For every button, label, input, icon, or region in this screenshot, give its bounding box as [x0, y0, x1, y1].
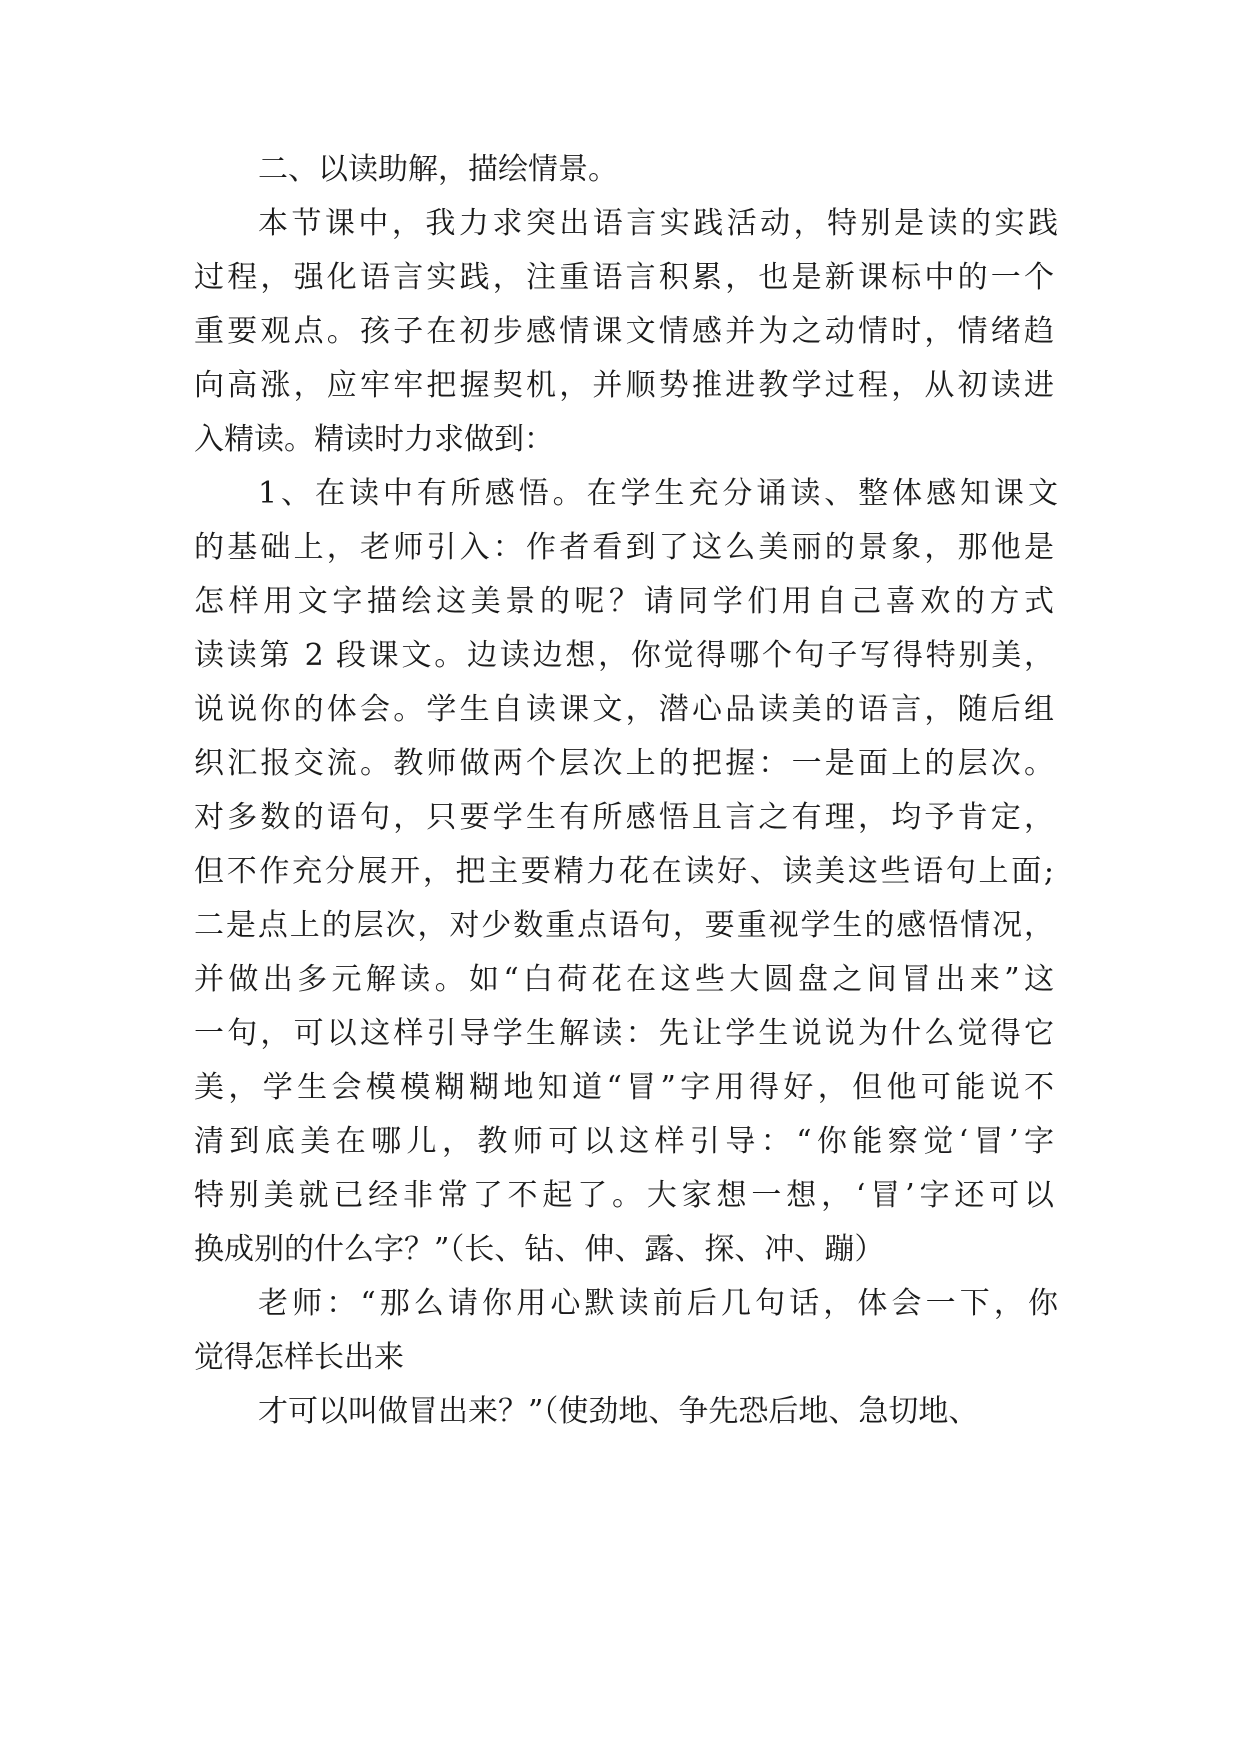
text-line: 并做出多元解读。如“白荷花在这些大圆盘之间冒出来”这 — [194, 962, 1054, 997]
text-line: 的基础上，老师引入：作者看到了这么美丽的景象，那他是 — [194, 530, 1054, 565]
text-line: 重要观点。孩子在初步感情课文情感并为之动情时，情绪趋 — [194, 314, 1054, 349]
text-line: 清到底美在哪儿，教师可以这样引导：“你能察觉‘冒’字 — [194, 1124, 1054, 1159]
text-line: 1、在读中有所感悟。在学生充分诵读、整体感知课文 — [258, 476, 1058, 511]
text-line: 入精读。精读时力求做到： — [194, 422, 554, 457]
text-line: 对多数的语句，只要学生有所感悟且言之有理，均予肯定， — [194, 800, 1054, 835]
text-line: 向高涨，应牢牢把握契机，并顺势推进教学过程，从初读进 — [194, 368, 1054, 403]
text-line: 怎样用文字描绘这美景的呢？请同学们用自己喜欢的方式 — [194, 584, 1054, 619]
text-line: 换成别的什么字？”（长、钻、伸、露、探、冲、蹦） — [194, 1232, 885, 1267]
text-line: 读读第 2 段课文。边读边想，你觉得哪个句子写得特别美， — [194, 638, 1054, 673]
text-line: 织汇报交流。教师做两个层次上的把握：一是面上的层次。 — [194, 746, 1054, 781]
text-line: 一句，可以这样引导学生解读：先让学生说说为什么觉得它 — [194, 1016, 1054, 1051]
text-line: 特别美就已经非常了不起了。大家想一想，‘冒’字还可以 — [194, 1178, 1054, 1213]
text-line: 美，学生会模模糊糊地知道“冒”字用得好，但他可能说不 — [194, 1070, 1054, 1105]
text-line: 觉得怎样长出来 — [194, 1340, 404, 1375]
text-line: 但不作充分展开，把主要精力花在读好、读美这些语句上面; — [194, 854, 1054, 889]
text-line: 说说你的体会。学生自读课文，潜心品读美的语言，随后组 — [194, 692, 1054, 727]
text-line: 过程，强化语言实践，注重语言积累，也是新课标中的一个 — [194, 260, 1054, 295]
text-line: 老师：“那么请你用心默读前后几句话，体会一下，你 — [258, 1286, 1058, 1321]
section-heading: 二、以读助解，描绘情景。 — [258, 152, 618, 187]
text-line: 本节课中，我力求突出语言实践活动，特别是读的实践 — [258, 206, 1058, 241]
text-line: 才可以叫做冒出来？”（使劲地、争先恐后地、急切地、 — [258, 1394, 979, 1429]
text-line: 二是点上的层次，对少数重点语句，要重视学生的感悟情况， — [194, 908, 1054, 943]
